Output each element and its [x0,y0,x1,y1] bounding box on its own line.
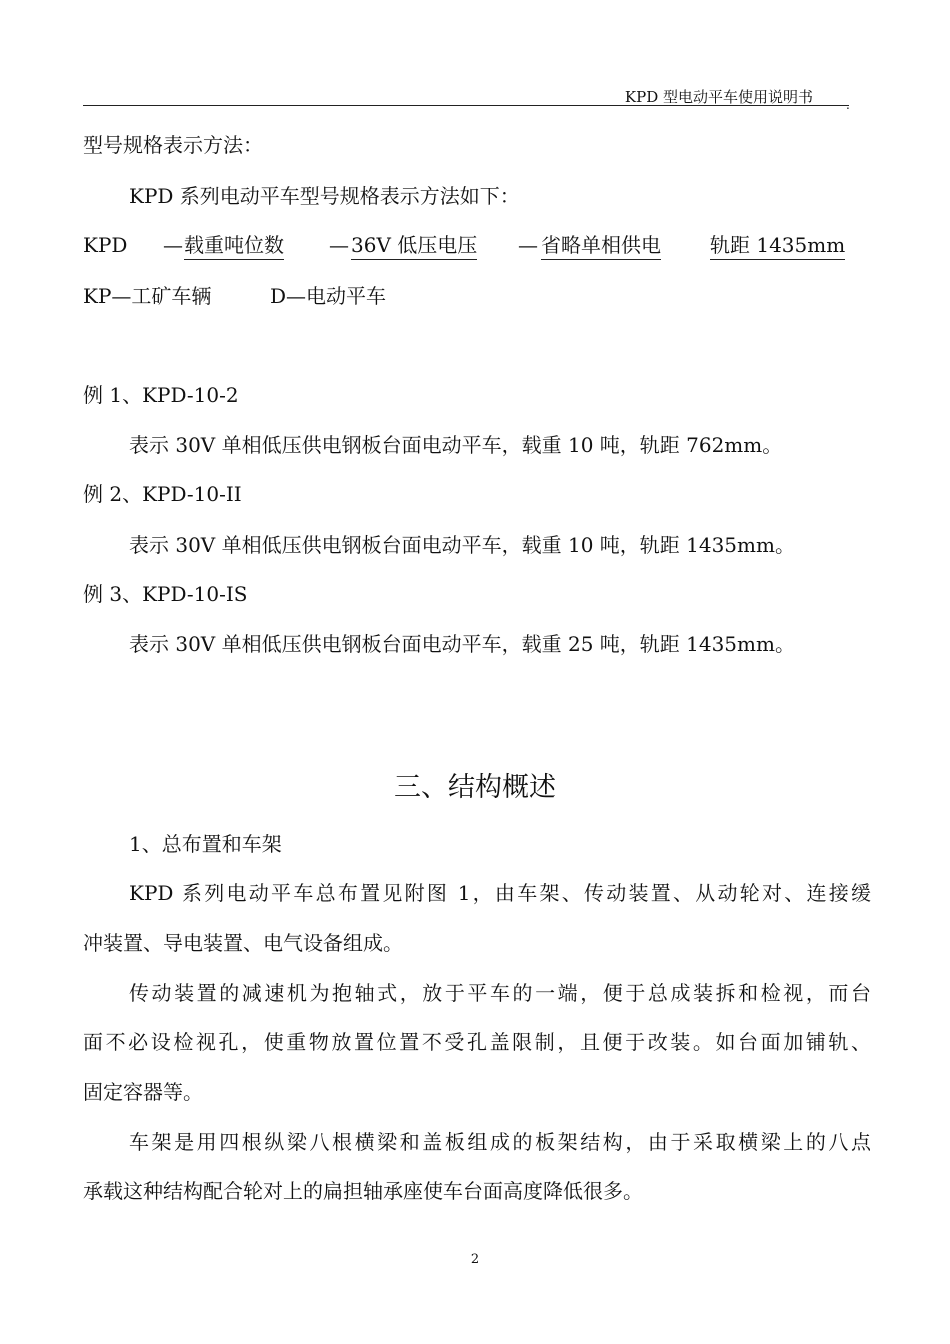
paragraph-3-line-1: 车架是用四根纵梁八根横梁和盖板组成的板架结构，由于采取横梁上的八点 [129,1130,871,1154]
paragraph-1-line-2: 冲装置、导电装置、电气设备组成。 [83,931,403,955]
paragraph-2-line-1: 传动装置的减速机为抱轴式，放于平车的一端，便于总成装拆和检视，而台 [129,981,871,1005]
model-gauge-field: 轨距 1435mm [710,233,845,260]
model-load-field: 载重吨位数 [184,233,284,260]
header-rule [83,105,849,106]
example-desc: 表示 30V 单相低压供电钢板台面电动平车，载重 25 吨，轨距 1435mm。 [129,632,795,656]
model-spec-heading: 型号规格表示方法： [83,133,263,157]
example-label: 例 2、KPD-10-II [83,482,242,506]
paragraph-2-line-3: 固定容器等。 [83,1080,203,1104]
example-desc: 表示 30V 单相低压供电钢板台面电动平车，载重 10 吨，轨距 762mm。 [129,433,783,457]
model-phase-field: 省略单相供电 [541,233,661,260]
model-dash-3: — [518,233,538,257]
running-header: KPD 型电动平车使用说明书 [624,88,813,106]
model-dash-2: — [329,233,349,257]
paragraph-2-line-2: 面不必设检视孔，使重物放置位置不受孔盖限制，且便于改装。如台面加铺轨、 [83,1030,871,1054]
model-d-def: D—电动平车 [270,284,387,308]
subsection-heading: 1、总布置和车架 [129,832,282,856]
model-voltage-field: 36V 低压电压 [351,233,477,260]
example-label: 例 3、KPD-10-IS [83,582,248,606]
paragraph-1-line-1: KPD 系列电动平车总布置见附图 1，由车架、传动装置、从动轮对、连接缓 [129,881,871,905]
page-number: 2 [470,1252,480,1267]
paragraph-3-line-2: 承载这种结构配合轮对上的扁担轴承座使车台面高度降低很多。 [83,1179,643,1203]
model-prefix: KPD [83,233,128,257]
header-dot: . [846,98,850,112]
model-kp-def: KP—工矿车辆 [83,284,212,308]
model-spec-intro: KPD 系列电动平车型号规格表示方法如下： [129,184,520,208]
example-label: 例 1、KPD-10-2 [83,383,239,407]
example-desc: 表示 30V 单相低压供电钢板台面电动平车，载重 10 吨，轨距 1435mm。 [129,533,795,557]
model-dash-1: — [163,233,183,257]
section-title: 三、结构概述 [394,772,556,803]
